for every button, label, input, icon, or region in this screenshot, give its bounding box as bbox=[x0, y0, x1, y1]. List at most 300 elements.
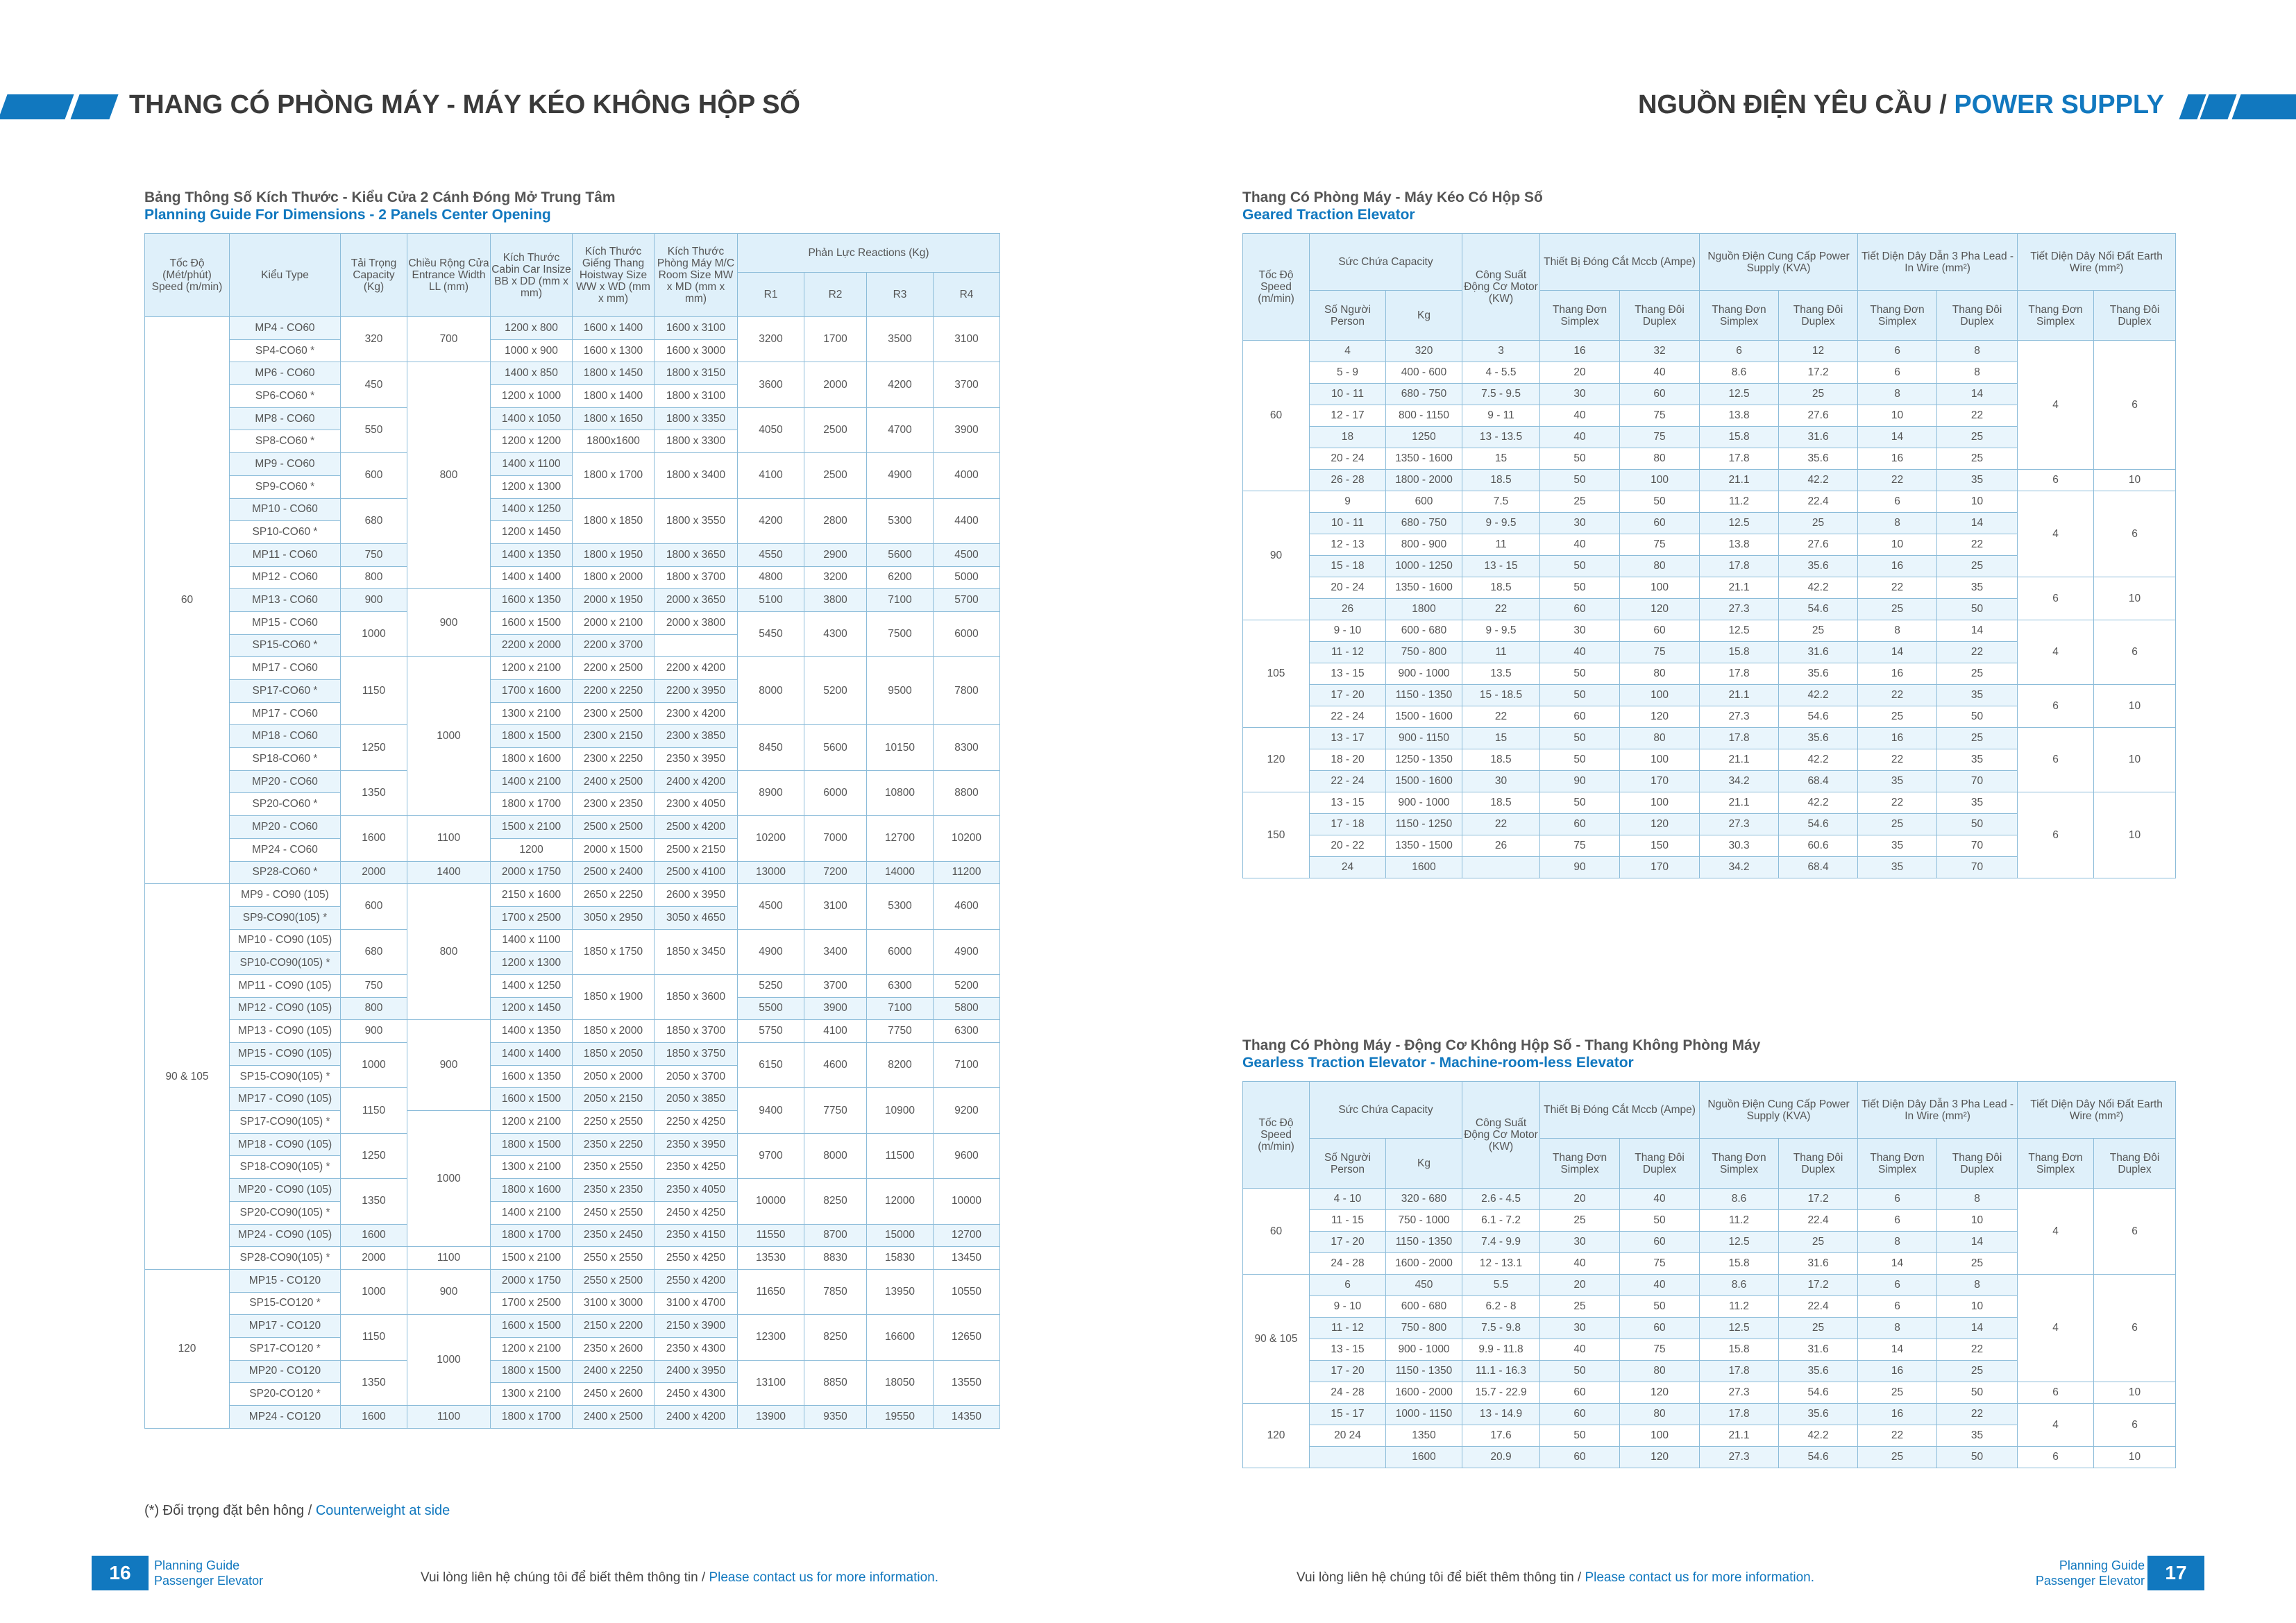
hoistway-cell: 1850 x 2050 bbox=[573, 1043, 655, 1066]
footer-en: Please contact us for more information. bbox=[709, 1570, 939, 1585]
type-cell: SP17-CO60 * bbox=[230, 680, 341, 703]
t2-h-duplex: Thang Đôi Duplex bbox=[1779, 291, 1858, 341]
value-cell: 24 bbox=[1310, 857, 1386, 878]
value-cell: 17.8 bbox=[1700, 728, 1779, 749]
type-cell: SP8-CO60 * bbox=[230, 430, 341, 453]
mc-room-cell: 2350 x 4050 bbox=[655, 1179, 738, 1202]
speed-cell: 90 & 105 bbox=[1243, 1275, 1310, 1404]
note-en: Counterweight at side bbox=[315, 1503, 450, 1518]
type-cell: MP9 - CO60 bbox=[230, 453, 341, 476]
r3-cell: 18050 bbox=[867, 1360, 934, 1405]
hoistway-cell: 2400 x 2500 bbox=[573, 770, 655, 793]
value-cell: 60 bbox=[1620, 1318, 1700, 1339]
hoistway-cell: 2400 x 2250 bbox=[573, 1360, 655, 1383]
t3-h-speed: Tốc Độ Speed (m/min) bbox=[1243, 1082, 1310, 1189]
value-cell: 8 bbox=[1858, 384, 1937, 405]
t2-h-duplex: Thang Đôi Duplex bbox=[2094, 291, 2176, 341]
value-cell: 14 bbox=[1937, 384, 2018, 405]
speed-cell: 60 bbox=[145, 317, 230, 884]
value-cell: 27.3 bbox=[1700, 706, 1779, 728]
type-cell: SP6-CO60 * bbox=[230, 385, 341, 408]
table-row bbox=[1243, 491, 2176, 513]
value-cell: 17.8 bbox=[1700, 663, 1779, 685]
value-cell: 1600 - 2000 bbox=[1386, 1382, 1462, 1404]
value-cell: 15.8 bbox=[1700, 1339, 1779, 1361]
value-cell: 15.8 bbox=[1700, 427, 1779, 448]
car-size-cell: 1800 x 1600 bbox=[491, 748, 573, 771]
value-cell: 800 - 900 bbox=[1386, 534, 1462, 556]
mc-room-cell: 2550 x 4250 bbox=[655, 1247, 738, 1270]
value-cell: 32 bbox=[1620, 341, 1700, 362]
r3-cell: 7100 bbox=[867, 589, 934, 612]
r2-cell: 2800 bbox=[804, 498, 867, 543]
left-page-title: THANG CÓ PHÒNG MÁY - MÁY KÉO KHÔNG HỘP SỐ bbox=[129, 90, 800, 119]
mc-room-cell: 2300 x 3850 bbox=[655, 725, 738, 748]
value-cell: 11.1 - 16.3 bbox=[1462, 1361, 1540, 1382]
value-cell: 22 bbox=[1858, 792, 1937, 814]
value-cell: 50 bbox=[1540, 1361, 1620, 1382]
table-row bbox=[145, 498, 1000, 521]
value-cell: 50 bbox=[1540, 749, 1620, 771]
value-cell: 22.4 bbox=[1779, 1210, 1858, 1232]
r3-cell: 3500 bbox=[867, 317, 934, 362]
table-row bbox=[1243, 341, 2176, 362]
t3-h-duplex: Thang Đôi Duplex bbox=[1937, 1139, 2018, 1189]
t2-h-lead: Tiết Diện Dây Dẫn 3 Pha Lead - In Wire (mm²) bbox=[1858, 234, 2018, 291]
t2-h-earth: Tiết Diện Dây Nối Đất Earth Wire (mm²) bbox=[2018, 234, 2176, 291]
right-title-en: POWER SUPPLY bbox=[1954, 90, 2164, 119]
mc-room-cell: 2200 x 4200 bbox=[655, 657, 738, 680]
hoistway-cell: 2300 x 2350 bbox=[573, 793, 655, 816]
t2-h-simplex: Thang Đơn Simplex bbox=[2018, 291, 2094, 341]
value-cell: 100 bbox=[1620, 470, 1700, 491]
car-size-cell: 1600 x 1350 bbox=[491, 589, 573, 612]
r2-cell: 9350 bbox=[804, 1406, 867, 1429]
value-cell: 60 bbox=[1620, 1232, 1700, 1253]
value-cell: 25 bbox=[1540, 1210, 1620, 1232]
value-cell: 60 bbox=[1540, 1404, 1620, 1425]
value-cell: 75 bbox=[1620, 427, 1700, 448]
value-cell: 12.5 bbox=[1700, 1232, 1779, 1253]
value-cell: 25 bbox=[1779, 513, 1858, 534]
value-cell: 17.2 bbox=[1779, 1275, 1858, 1296]
type-cell: SP15-CO60 * bbox=[230, 634, 341, 657]
hoistway-cell: 2000 x 1950 bbox=[573, 589, 655, 612]
type-cell: MP12 - CO60 bbox=[230, 566, 341, 589]
value-cell: 170 bbox=[1620, 857, 1700, 878]
capacity-cell: 1600 bbox=[341, 816, 407, 861]
value-cell: 50 bbox=[1540, 556, 1620, 577]
r2-cell: 7850 bbox=[804, 1269, 867, 1314]
car-size-cell: 1200 x 1200 bbox=[491, 430, 573, 453]
value-cell: 20 - 24 bbox=[1310, 577, 1386, 599]
table-row bbox=[1243, 1447, 2176, 1468]
value-cell: 35.6 bbox=[1779, 663, 1858, 685]
type-cell: SP18-CO90(105) * bbox=[230, 1156, 341, 1179]
value-cell: 14 bbox=[1858, 642, 1937, 663]
value-cell: 42.2 bbox=[1779, 470, 1858, 491]
mc-room-cell: 1800 x 3400 bbox=[655, 453, 738, 498]
value-cell: 35.6 bbox=[1779, 556, 1858, 577]
value-cell: 50 bbox=[1540, 728, 1620, 749]
value-cell: 8 bbox=[1858, 1232, 1937, 1253]
value-cell: 17.8 bbox=[1700, 1361, 1779, 1382]
value-cell: 4 - 10 bbox=[1310, 1189, 1386, 1210]
value-cell: 1350 bbox=[1386, 1425, 1462, 1447]
value-cell: 6 bbox=[1858, 1275, 1937, 1296]
r4-cell: 6300 bbox=[934, 1020, 1000, 1043]
type-cell: MP15 - CO90 (105) bbox=[230, 1043, 341, 1066]
capacity-cell: 1600 bbox=[341, 1406, 407, 1429]
value-cell: 10 bbox=[1858, 534, 1937, 556]
mc-room-cell: 2450 x 4250 bbox=[655, 1201, 738, 1224]
value-cell: 50 bbox=[1620, 1296, 1700, 1318]
table-row bbox=[145, 1179, 1000, 1202]
right-page-title bbox=[1638, 90, 2164, 120]
r3-cell: 5300 bbox=[867, 498, 934, 543]
r1-cell: 11550 bbox=[738, 1224, 804, 1247]
r1-cell: 13900 bbox=[738, 1406, 804, 1429]
type-cell: MP20 - CO90 (105) bbox=[230, 1179, 341, 1202]
value-cell: 11.2 bbox=[1700, 1210, 1779, 1232]
value-cell: 14 bbox=[1858, 427, 1937, 448]
value-cell: 40 bbox=[1620, 1275, 1700, 1296]
value-cell: 6 bbox=[1858, 1296, 1937, 1318]
value-cell: 40 bbox=[1620, 1189, 1700, 1210]
t1-h-r1: R1 bbox=[738, 273, 804, 317]
type-cell: MP17 - CO60 bbox=[230, 657, 341, 680]
note-vi: (*) Đối trọng đặt bên hông / bbox=[144, 1503, 316, 1518]
value-cell: 35.6 bbox=[1779, 1404, 1858, 1425]
mc-room-cell: 1800 x 3100 bbox=[655, 385, 738, 408]
value-cell: 15.8 bbox=[1700, 1253, 1779, 1275]
r1-cell: 5750 bbox=[738, 1020, 804, 1043]
car-size-cell: 1200 x 2100 bbox=[491, 657, 573, 680]
capacity-cell: 1000 bbox=[341, 1043, 407, 1088]
hoistway-cell: 3100 x 3000 bbox=[573, 1292, 655, 1315]
value-cell: 35.6 bbox=[1779, 1361, 1858, 1382]
gearless-table-body bbox=[1243, 1189, 2176, 1468]
car-size-cell: 1400 x 1100 bbox=[491, 453, 573, 476]
r1-cell: 8000 bbox=[738, 657, 804, 725]
value-cell: 30 bbox=[1540, 384, 1620, 405]
value-cell: 13.8 bbox=[1700, 405, 1779, 427]
value-cell: 22 bbox=[1858, 685, 1937, 706]
capacity-cell: 1150 bbox=[341, 1315, 407, 1360]
footer-contact-right bbox=[1297, 1570, 1814, 1586]
car-size-cell: 1200 x 1000 bbox=[491, 385, 573, 408]
type-cell: MP20 - CO60 bbox=[230, 770, 341, 793]
value-cell: 1000 - 1150 bbox=[1386, 1404, 1462, 1425]
value-cell: 100 bbox=[1620, 1425, 1700, 1447]
geared-power-table bbox=[1242, 233, 2176, 878]
t3-h-person: Số Người Person bbox=[1310, 1139, 1386, 1189]
value-cell: 21.1 bbox=[1700, 685, 1779, 706]
value-cell: 22 bbox=[1937, 1404, 2018, 1425]
table2-title bbox=[1242, 189, 1543, 223]
mc-room-cell: 2600 x 3950 bbox=[655, 884, 738, 907]
value-cell: 11 - 12 bbox=[1310, 642, 1386, 663]
value-cell: 20.9 bbox=[1462, 1447, 1540, 1468]
r1-cell: 8900 bbox=[738, 770, 804, 815]
value-cell: 14 bbox=[1937, 513, 2018, 534]
earth-wire-cell: 10 bbox=[2094, 470, 2176, 491]
value-cell: 7.5 - 9.8 bbox=[1462, 1318, 1540, 1339]
value-cell: 35 bbox=[1937, 1425, 2018, 1447]
value-cell: 320 bbox=[1386, 341, 1462, 362]
value-cell: 1600 - 2000 bbox=[1386, 1253, 1462, 1275]
value-cell: 17.8 bbox=[1700, 1404, 1779, 1425]
value-cell: 100 bbox=[1620, 792, 1700, 814]
table2-title-vi: Thang Có Phòng Máy - Máy Kéo Có Hộp Số bbox=[1242, 189, 1543, 205]
t1-h-speed: Tốc Độ (Mét/phút) Speed (m/min) bbox=[145, 234, 230, 317]
value-cell: 24 - 28 bbox=[1310, 1253, 1386, 1275]
value-cell: 20 - 22 bbox=[1310, 835, 1386, 857]
value-cell: 60 bbox=[1540, 814, 1620, 835]
t3-h-capacity: Sức Chứa Capacity bbox=[1310, 1082, 1462, 1139]
hoistway-cell: 1800 x 1450 bbox=[573, 362, 655, 385]
hoistway-cell: 1850 x 2000 bbox=[573, 1020, 655, 1043]
value-cell: 50 bbox=[1540, 448, 1620, 470]
table-row bbox=[145, 362, 1000, 385]
value-cell: 60 bbox=[1620, 620, 1700, 642]
value-cell: 8 bbox=[1858, 513, 1937, 534]
r2-cell: 2000 bbox=[804, 362, 867, 407]
value-cell: 17.2 bbox=[1779, 362, 1858, 384]
value-cell: 16 bbox=[1858, 728, 1937, 749]
car-size-cell: 1200 x 1450 bbox=[491, 997, 573, 1020]
value-cell: 20 - 24 bbox=[1310, 448, 1386, 470]
r2-cell: 2900 bbox=[804, 543, 867, 566]
type-cell: MP13 - CO60 bbox=[230, 589, 341, 612]
value-cell: 10 - 11 bbox=[1310, 384, 1386, 405]
r1-cell: 3200 bbox=[738, 317, 804, 362]
r2-cell: 4100 bbox=[804, 1020, 867, 1043]
hoistway-cell: 2050 x 2150 bbox=[573, 1088, 655, 1111]
value-cell: 26 bbox=[1462, 835, 1540, 857]
right-title-vi: NGUỒN ĐIỆN YÊU CẦU / bbox=[1637, 90, 1955, 119]
value-cell: 75 bbox=[1620, 1253, 1700, 1275]
hoistway-cell: 2350 x 2550 bbox=[573, 1156, 655, 1179]
r2-cell: 3900 bbox=[804, 997, 867, 1020]
capacity-cell: 680 bbox=[341, 929, 407, 974]
r4-cell: 7100 bbox=[934, 1043, 1000, 1088]
value-cell: 54.6 bbox=[1779, 706, 1858, 728]
r4-cell: 9200 bbox=[934, 1088, 1000, 1133]
car-size-cell: 1800 x 1600 bbox=[491, 1179, 573, 1202]
hoistway-cell: 2500 x 2400 bbox=[573, 861, 655, 884]
type-cell: SP15-CO120 * bbox=[230, 1292, 341, 1315]
car-size-cell: 2000 x 1500 bbox=[573, 838, 655, 861]
value-cell: 22.4 bbox=[1779, 491, 1858, 513]
value-cell: 27.6 bbox=[1779, 405, 1858, 427]
value-cell: 17 - 20 bbox=[1310, 1361, 1386, 1382]
capacity-cell: 2000 bbox=[341, 861, 407, 884]
earth-wire-cell: 4 bbox=[2018, 341, 2094, 470]
value-cell: 900 - 1000 bbox=[1386, 792, 1462, 814]
type-cell: SP10-CO60 * bbox=[230, 521, 341, 544]
value-cell: 75 bbox=[1620, 642, 1700, 663]
capacity-cell: 1000 bbox=[341, 1269, 407, 1314]
r1-cell: 10200 bbox=[738, 816, 804, 861]
earth-wire-cell: 6 bbox=[2018, 685, 2094, 728]
value-cell: 22 bbox=[1937, 534, 2018, 556]
value-cell: 600 bbox=[1386, 491, 1462, 513]
type-cell: SP18-CO60 * bbox=[230, 748, 341, 771]
value-cell: 18.5 bbox=[1462, 470, 1540, 491]
value-cell: 1150 - 1350 bbox=[1386, 1361, 1462, 1382]
car-size-cell: 2150 x 1600 bbox=[491, 884, 573, 907]
value-cell: 25 bbox=[1937, 448, 2018, 470]
value-cell: 4 - 5.5 bbox=[1462, 362, 1540, 384]
value-cell: 75 bbox=[1540, 835, 1620, 857]
value-cell: 15.8 bbox=[1700, 642, 1779, 663]
table1-title bbox=[144, 189, 616, 223]
value-cell: 40 bbox=[1540, 1339, 1620, 1361]
table-row bbox=[1243, 1275, 2176, 1296]
r2-cell: 8850 bbox=[804, 1360, 867, 1405]
value-cell: 1250 bbox=[1386, 427, 1462, 448]
earth-wire-cell: 4 bbox=[2018, 1189, 2094, 1275]
car-size-cell: 1800 x 1500 bbox=[491, 725, 573, 748]
mc-room-cell: 1850 x 3450 bbox=[655, 929, 738, 974]
value-cell: 10 bbox=[1937, 1296, 2018, 1318]
type-cell: MP17 - CO60 bbox=[230, 702, 341, 725]
r4-cell: 3100 bbox=[934, 317, 1000, 362]
value-cell: 50 bbox=[1937, 599, 2018, 620]
value-cell: 50 bbox=[1937, 706, 2018, 728]
r3-cell: 4200 bbox=[867, 362, 934, 407]
r1-cell: 4100 bbox=[738, 453, 804, 498]
value-cell: 12.5 bbox=[1700, 1318, 1779, 1339]
table-row bbox=[145, 566, 1000, 589]
mc-room-cell: 1600 x 3000 bbox=[655, 339, 738, 362]
value-cell: 68.4 bbox=[1779, 857, 1858, 878]
type-cell: MP15 - CO120 bbox=[230, 1269, 341, 1292]
earth-wire-cell: 4 bbox=[2018, 620, 2094, 685]
car-size-cell: 1400 x 1350 bbox=[491, 1020, 573, 1043]
hoistway-cell: 1600 x 1400 bbox=[573, 317, 655, 340]
value-cell: 27.3 bbox=[1700, 1382, 1779, 1404]
value-cell: 50 bbox=[1620, 491, 1700, 513]
value-cell: 10 - 11 bbox=[1310, 513, 1386, 534]
t3-h-lead: Tiết Diện Dây Dẫn 3 Pha Lead - In Wire (mm²) bbox=[1858, 1082, 2018, 1139]
value-cell: 27.6 bbox=[1779, 534, 1858, 556]
value-cell: 80 bbox=[1620, 1361, 1700, 1382]
value-cell: 17.6 bbox=[1462, 1425, 1540, 1447]
r2-cell: 6000 bbox=[804, 770, 867, 815]
r2-cell: 3800 bbox=[804, 589, 867, 612]
value-cell: 40 bbox=[1540, 534, 1620, 556]
entrance-cell: 1400 bbox=[407, 861, 491, 884]
value-cell: 10 bbox=[1858, 405, 1937, 427]
value-cell: 1150 - 1350 bbox=[1386, 685, 1462, 706]
type-cell: MP20 - CO60 bbox=[230, 816, 341, 839]
type-cell: MP12 - CO90 (105) bbox=[230, 997, 341, 1020]
value-cell: 21.1 bbox=[1700, 577, 1779, 599]
value-cell: 22 bbox=[1858, 749, 1937, 771]
value-cell: 8 bbox=[1858, 620, 1937, 642]
value-cell: 35 bbox=[1858, 835, 1937, 857]
value-cell: 6 bbox=[1858, 491, 1937, 513]
value-cell: 25 bbox=[1779, 620, 1858, 642]
mc-room-cell: 2550 x 4200 bbox=[655, 1269, 738, 1292]
value-cell: 21.1 bbox=[1700, 792, 1779, 814]
earth-wire-cell: 6 bbox=[2094, 620, 2176, 685]
value-cell: 54.6 bbox=[1779, 599, 1858, 620]
value-cell: 13 - 13.5 bbox=[1462, 427, 1540, 448]
value-cell: 11 bbox=[1462, 642, 1540, 663]
speed-cell: 60 bbox=[1243, 1189, 1310, 1275]
r3-cell: 12700 bbox=[867, 816, 934, 861]
capacity-cell: 1150 bbox=[341, 657, 407, 725]
mc-room-cell: 2350 x 4300 bbox=[655, 1337, 738, 1360]
value-cell: 22 bbox=[1937, 1339, 2018, 1361]
car-size-cell: 2000 x 1750 bbox=[491, 1269, 573, 1292]
table-row bbox=[145, 974, 1000, 997]
value-cell bbox=[1310, 1447, 1386, 1468]
type-cell: MP15 - CO60 bbox=[230, 611, 341, 634]
value-cell: 35 bbox=[1937, 577, 2018, 599]
hoistway-cell: 2300 x 2150 bbox=[573, 725, 655, 748]
entrance-cell: 1100 bbox=[407, 1247, 491, 1270]
value-cell: 80 bbox=[1620, 448, 1700, 470]
type-cell: MP20 - CO120 bbox=[230, 1360, 341, 1383]
r2-cell: 7750 bbox=[804, 1088, 867, 1133]
r4-cell: 10200 bbox=[934, 816, 1000, 861]
entrance-cell: 800 bbox=[407, 884, 491, 1020]
value-cell: 50 bbox=[1540, 470, 1620, 491]
t2-h-simplex: Thang Đơn Simplex bbox=[1700, 291, 1779, 341]
r1-cell: 13100 bbox=[738, 1360, 804, 1405]
capacity-cell: 1350 bbox=[341, 1179, 407, 1224]
table-row bbox=[145, 770, 1000, 793]
value-cell: 68.4 bbox=[1779, 771, 1858, 792]
r3-cell: 6200 bbox=[867, 566, 934, 589]
value-cell: 320 - 680 bbox=[1386, 1189, 1462, 1210]
car-size-cell: 1200 x 800 bbox=[491, 317, 573, 340]
type-cell: MP10 - CO60 bbox=[230, 498, 341, 521]
car-size-cell: 1400 x 1100 bbox=[491, 929, 573, 952]
mc-room-cell: 1800 x 3150 bbox=[655, 362, 738, 385]
value-cell: 31.6 bbox=[1779, 427, 1858, 448]
footer-vi: Vui lòng liên hệ chúng tôi để biết thêm thông tin / bbox=[421, 1570, 709, 1585]
t2-h-kg: Kg bbox=[1386, 291, 1462, 341]
r4-cell: 4500 bbox=[934, 543, 1000, 566]
value-cell: 680 - 750 bbox=[1386, 384, 1462, 405]
table-row bbox=[145, 861, 1000, 884]
type-cell: MP10 - CO90 (105) bbox=[230, 929, 341, 952]
page-number-right: 17 bbox=[2147, 1556, 2204, 1590]
value-cell: 40 bbox=[1540, 427, 1620, 448]
value-cell: 18.5 bbox=[1462, 749, 1540, 771]
value-cell: 5.5 bbox=[1462, 1275, 1540, 1296]
value-cell: 22.4 bbox=[1779, 1296, 1858, 1318]
value-cell: 25 bbox=[1858, 599, 1937, 620]
value-cell: 13 - 15 bbox=[1462, 556, 1540, 577]
capacity-cell: 900 bbox=[341, 589, 407, 612]
hoistway-cell: 2350 x 2600 bbox=[573, 1337, 655, 1360]
capacity-cell: 800 bbox=[341, 997, 407, 1020]
header-stripe-right bbox=[2231, 94, 2296, 119]
hoistway-cell: 2300 x 2250 bbox=[573, 748, 655, 771]
hoistway-cell: 2450 x 2550 bbox=[573, 1201, 655, 1224]
value-cell: 9 bbox=[1310, 491, 1386, 513]
value-cell: 25 bbox=[1858, 814, 1937, 835]
r1-cell: 4200 bbox=[738, 498, 804, 543]
value-cell: 12 - 13.1 bbox=[1462, 1253, 1540, 1275]
car-size-cell: 1200 x 2100 bbox=[491, 1111, 573, 1134]
